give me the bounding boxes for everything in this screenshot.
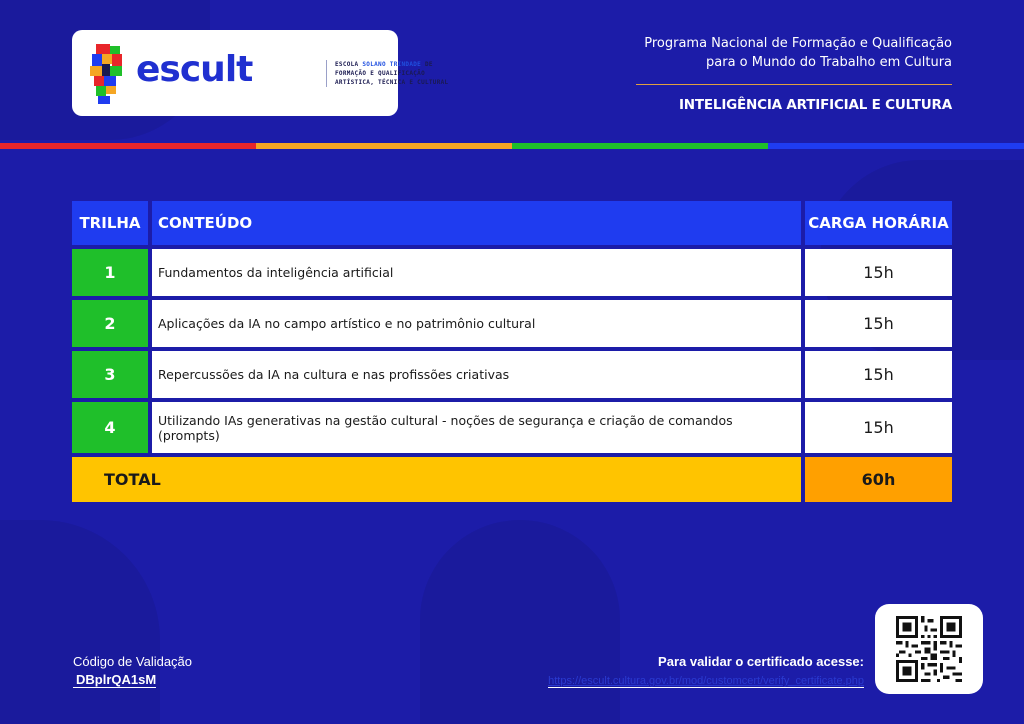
- conteudo-text: Repercussões da IA na cultura e nas profissões criativas: [152, 351, 801, 398]
- school-highlight: SOLANO TRINDADE: [362, 61, 422, 68]
- trilha-number: 2: [72, 300, 148, 347]
- background-shape: [420, 520, 620, 724]
- header-divider: [636, 84, 952, 85]
- course-title: INTELIGÊNCIA ARTIFICIAL E CULTURA: [678, 97, 952, 113]
- carga-hours: 15h: [805, 351, 952, 398]
- conteudo-text: Utilizando IAs generativas na gestão cultural - noções de segurança e criação de comandos (prompts): [152, 402, 801, 453]
- header-trilha: TRILHA: [72, 201, 148, 245]
- stripe-green: [512, 143, 768, 149]
- total-label: TOTAL: [72, 457, 801, 502]
- stripe-red: [0, 143, 256, 149]
- verify-label: Para validar o certificado acesse:: [658, 654, 864, 669]
- logo-card: [72, 30, 449, 116]
- carga-hours: 15h: [805, 402, 952, 453]
- escult-wordmark: [136, 50, 252, 90]
- trilha-number: 3: [72, 351, 148, 398]
- conteudo-text: Aplicações da IA no campo artístico e no patrimônio cultural: [152, 300, 801, 347]
- school-line2: FORMAÇÃO E QUALIFICAÇÃO: [335, 70, 425, 77]
- total-hours: 60h: [805, 457, 952, 502]
- background-shape: [0, 520, 160, 724]
- header-program-block: [622, 34, 952, 113]
- carga-hours: 15h: [805, 249, 952, 296]
- validation-label: Código de Validação: [73, 654, 193, 669]
- program-title-line2: para o Mundo do Trabalho em Cultura: [706, 55, 952, 70]
- school-line3: ARTÍSTICA, TÉCNICA E CULTURAL: [335, 79, 449, 86]
- escult-face-logo-icon: [88, 44, 126, 104]
- stripe-orange: [256, 143, 512, 149]
- trilha-number: 1: [72, 249, 148, 296]
- table-row: [72, 402, 952, 453]
- table-row: [72, 351, 952, 398]
- validation-code: DBplrQA1sM: [73, 672, 156, 688]
- verify-block: [444, 654, 864, 688]
- school-name: [326, 60, 466, 87]
- qr-code-card[interactable]: [875, 604, 983, 694]
- school-line1-end: DE: [421, 61, 433, 68]
- header-carga-horaria: CARGA HORÁRIA: [805, 201, 952, 245]
- qr-code-icon: [896, 616, 962, 682]
- trilha-number: 4: [72, 402, 148, 453]
- stripe-blue: [768, 143, 1024, 149]
- school-line1: ESCOLA: [335, 61, 363, 68]
- conteudo-text: Fundamentos da inteligência artificial: [152, 249, 801, 296]
- wordmark-es: es: [136, 49, 180, 90]
- course-content-table: [72, 201, 952, 506]
- color-stripe: [0, 143, 1024, 149]
- header-conteudo: CONTEÚDO: [152, 201, 801, 245]
- program-title-line1: Programa Nacional de Formação e Qualificação: [644, 36, 952, 51]
- table-row: [72, 249, 952, 296]
- verify-url-link[interactable]: https://escult.cultura.gov.br/mod/customcert/verify_certificate.php: [548, 675, 864, 687]
- table-header-row: [72, 201, 952, 245]
- table-total-row: [72, 457, 952, 502]
- wordmark-cult: cult: [179, 49, 253, 90]
- carga-hours: 15h: [805, 300, 952, 347]
- validation-block: [73, 654, 192, 688]
- table-row: [72, 300, 952, 347]
